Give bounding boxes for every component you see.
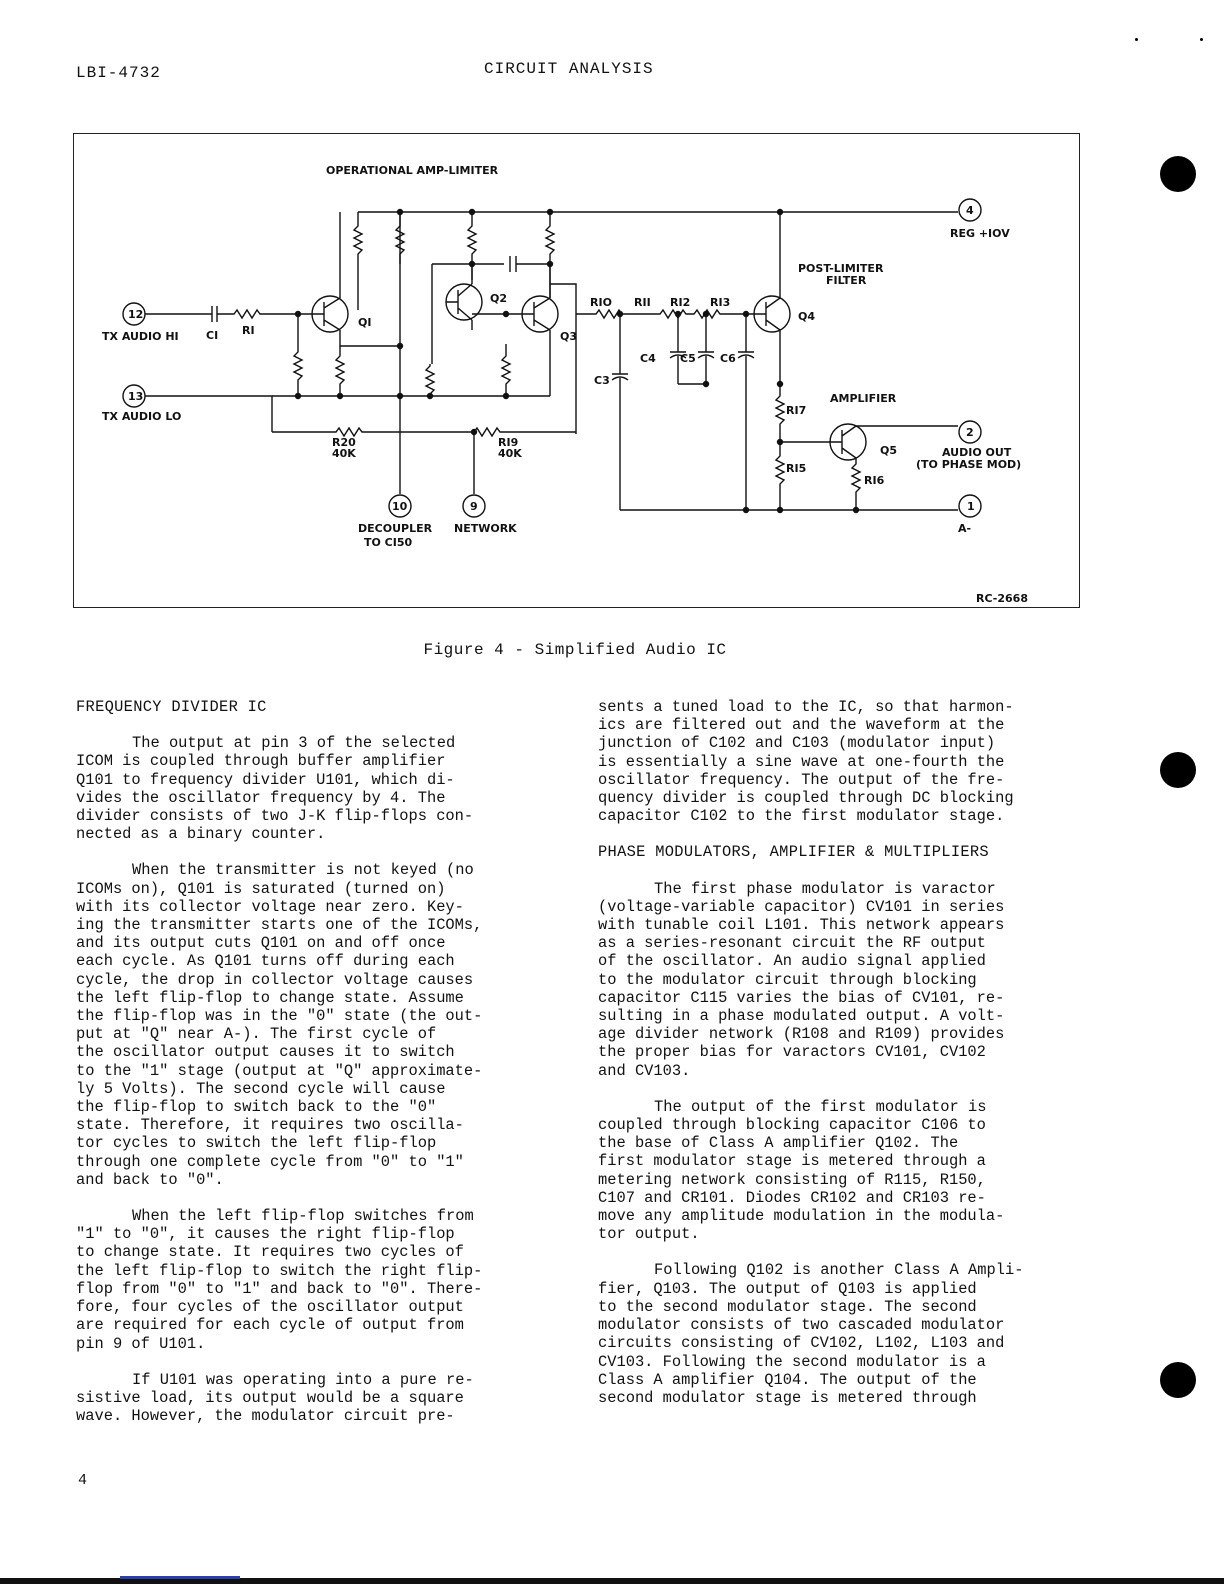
figure-caption: Figure 4 - Simplified Audio IC xyxy=(423,641,727,659)
svg-text:4: 4 xyxy=(966,204,974,217)
svg-text:(TO PHASE MOD): (TO PHASE MOD) xyxy=(916,458,1022,471)
svg-text:RI2: RI2 xyxy=(670,296,691,309)
paragraph: When the left flip-flop switches from "1" to "0", it causes the right flip-flop to change state. It requires two cycles of the left flip-flop to switch the right flip- flop from "0" to "1" and back to "0". There- fore, four cycles of the oscillator output are required for each cycle of output from pin 9 of U101. xyxy=(76,1207,483,1353)
svg-text:RII: RII xyxy=(634,296,651,309)
svg-text:RI6: RI6 xyxy=(864,474,885,487)
svg-text:POST-LIMITER: POST-LIMITER xyxy=(798,262,884,275)
svg-text:RI9: RI9 xyxy=(498,436,519,449)
paragraph: The output of the first modulator is coupled through blocking capacitor C106 to the base of Class A amplifier Q102. The first modulator stage is metered through a metering network consisting of R115, R150, C107 and CR101. Diodes CR102 and CR103 re- move any amplitude modulation in the modula- tor output. xyxy=(598,1097,1005,1244)
svg-text:TO CI50: TO CI50 xyxy=(364,536,413,549)
svg-text:2: 2 xyxy=(966,426,974,439)
svg-text:C5: C5 xyxy=(680,352,696,365)
svg-text:QI: QI xyxy=(358,316,372,329)
punch-hole-bottom xyxy=(1160,1362,1196,1398)
left-column xyxy=(76,698,568,1443)
bottom-edge-accent xyxy=(120,1576,240,1579)
svg-text:12: 12 xyxy=(128,308,144,321)
svg-text:Q5: Q5 xyxy=(880,444,898,457)
svg-text:FILTER: FILTER xyxy=(826,274,867,287)
paragraph: When the transmitter is not keyed (no ICOMs on), Q101 is saturated (turned on) with its collector voltage near zero. Key- ing the transmitter starts one of the ICOMs, and its output cuts Q101 on and off once each cycle. As Q101 turns off during each cycle, the drop in collector voltage causes the left flip-flop to change state. Assume the flip-flop was in the "0" state (the out- put at "Q" near A-). The first cycle of the oscillator output causes it to switch to the "1" stage (output at "Q" approximate- ly 5 Volts). The second cycle will cause the flip-flop to switch back to the "0" state. Therefore, it requires two oscilla- tor cycles to switch the left flip-flop through one complete cycle from "0" to "1" and back to "0". xyxy=(76,861,483,1189)
svg-text:RIO: RIO xyxy=(590,296,612,309)
svg-text:Q4: Q4 xyxy=(798,310,816,323)
page-number: 4 xyxy=(78,1472,88,1489)
svg-text:TX AUDIO LO: TX AUDIO LO xyxy=(102,410,182,423)
svg-text:9: 9 xyxy=(470,500,478,513)
svg-text:CI: CI xyxy=(206,329,219,342)
svg-text:A-: A- xyxy=(958,522,972,535)
svg-text:10: 10 xyxy=(392,500,408,513)
svg-text:AMPLIFIER: AMPLIFIER xyxy=(830,392,897,405)
document-id: LBI-4732 xyxy=(76,64,161,82)
right-column xyxy=(598,698,1090,1425)
punch-hole-middle xyxy=(1160,752,1196,788)
svg-text:RI7: RI7 xyxy=(786,404,807,417)
svg-text:1: 1 xyxy=(967,500,975,513)
svg-text:RI5: RI5 xyxy=(786,462,807,475)
svg-text:RI: RI xyxy=(242,324,255,337)
svg-text:TX AUDIO HI: TX AUDIO HI xyxy=(102,330,179,343)
svg-text:40K: 40K xyxy=(332,447,356,460)
svg-text:Q3: Q3 xyxy=(560,330,578,343)
figure-reference: RC-2668 xyxy=(976,592,1028,605)
svg-text:AUDIO OUT: AUDIO OUT xyxy=(942,446,1012,459)
svg-text:NETWORK: NETWORK xyxy=(454,522,517,535)
paragraph: If U101 was operating into a pure re- sistive load, its output would be a square wave. However, the modulator circuit pre- xyxy=(76,1370,474,1426)
svg-text:DECOUPLER: DECOUPLER xyxy=(358,522,433,535)
section-title: CIRCUIT ANALYSIS xyxy=(484,60,654,78)
paragraph: Following Q102 is another Class A Ampli- fier, Q103. The output of Q103 is applied to the second modulator stage. The second modulator consists of two cascaded modulator circuits consisting of CV102, L102, L103 and CV103. Following the second modulator is a Class A amplifier Q104. The output of the second modulator stage is metered through xyxy=(598,1261,1024,1407)
svg-text:Q2: Q2 xyxy=(490,292,508,305)
paragraph: The output at pin 3 of the selected ICOM is coupled through buffer amplifier Q101 to frequency divider U101, which di- vides the oscillator frequency by 4. The divider consists of two J-K flip-flops con- nected as a binary counter. xyxy=(76,734,474,844)
svg-text:13: 13 xyxy=(128,390,144,403)
svg-text:R20: R20 xyxy=(332,436,356,449)
speck xyxy=(1200,38,1203,41)
svg-text:C6: C6 xyxy=(720,352,736,365)
svg-text:REG +IOV: REG +IOV xyxy=(950,227,1010,240)
diagram-title: OPERATIONAL AMP-LIMITER xyxy=(326,164,499,177)
svg-text:C3: C3 xyxy=(594,374,610,387)
svg-text:RI3: RI3 xyxy=(710,296,731,309)
svg-text:40K: 40K xyxy=(498,447,522,460)
punch-hole-top xyxy=(1160,156,1196,192)
speck xyxy=(1135,38,1138,41)
paragraph: The first phase modulator is varactor (voltage-variable capacitor) CV101 in series with tunable coil L101. This network appears as a series-resonant circuit the RF output of the oscillator. An audio signal applied to the modulator circuit through blocking capacitor C115 varies the bias of CV101, re- sulting in a phase modulated output. A volt- age divider network (R108 and R109) provides the proper bias for varactors CV101, CV102 and CV103. xyxy=(598,879,1005,1080)
section-heading: PHASE MODULATORS, AMPLIFIER & MULTIPLIERS xyxy=(598,843,989,862)
paragraph-continuation: sents a tuned load to the IC, so that harmon- ics are filtered out and the waveform at the junction of C102 and C103 (modulator input) is essentially a sine wave at one-fourth the oscillator frequency. The output of the fre- quency divider is coupled through DC blocking capacitor C102 to the first modulator stage. xyxy=(598,698,1014,826)
circuit-diagram xyxy=(73,133,1080,608)
svg-text:C4: C4 xyxy=(640,352,656,365)
section-heading: FREQUENCY DIVIDER IC xyxy=(76,698,267,716)
